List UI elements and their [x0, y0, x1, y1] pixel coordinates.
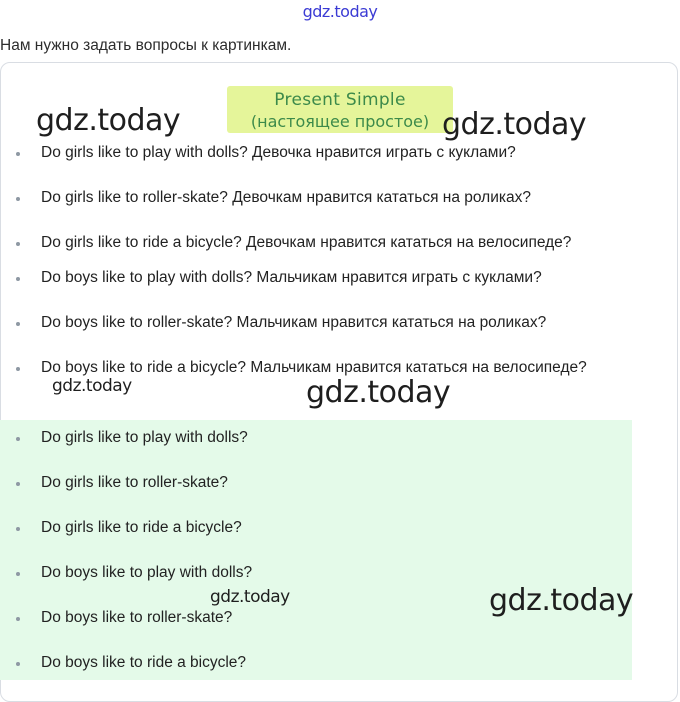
bullet-icon: [16, 277, 20, 281]
bullet-icon: [16, 367, 20, 371]
bullet-icon: [16, 152, 20, 156]
bullet-icon: [16, 437, 20, 441]
tense-subtitle: (настоящее простое): [250, 112, 430, 131]
watermark-6: gdz.today: [489, 583, 634, 618]
watermark-4: gdz.today: [306, 375, 451, 410]
answer-question-text: Do boys like to ride a bicycle?: [41, 654, 247, 671]
tense-tag: [227, 86, 453, 133]
question-text: Do girls like to play with dolls? Девочка нравится играть с куклами?: [41, 144, 516, 161]
answer-question-text: Do girls like to ride a bicycle?: [41, 519, 242, 536]
tense-title: Present Simple: [274, 90, 406, 110]
answer-question-text: Do boys like to roller-skate?: [41, 609, 233, 626]
watermark-5: gdz.today: [210, 587, 290, 607]
question-text: Do boys like to ride a bicycle? Мальчикам нравится кататься на велосипеде?: [41, 359, 587, 376]
bullet-icon: [16, 482, 20, 486]
watermark-1: gdz.today: [36, 103, 181, 138]
watermark-2: gdz.today: [442, 107, 587, 142]
bullet-icon: [16, 572, 20, 576]
answer-question-text: Do girls like to roller-skate?: [41, 474, 228, 491]
answer-question-text: Do girls like to play with dolls?: [41, 429, 248, 446]
instruction-text: Нам нужно задать вопросы к картинкам.: [0, 37, 292, 54]
answers-highlight: [0, 420, 632, 680]
watermark-top: gdz.today: [302, 2, 378, 21]
bullet-icon: [16, 527, 20, 531]
bullet-icon: [16, 242, 20, 246]
question-text: Do boys like to play with dolls? Мальчикам нравится играть с куклами?: [41, 269, 542, 286]
bullet-icon: [16, 322, 20, 326]
question-text: Do girls like to ride a bicycle? Девочкам нравится кататься на велосипеде?: [41, 234, 572, 251]
watermark-3: gdz.today: [52, 376, 132, 396]
bullet-icon: [16, 662, 20, 666]
bullet-icon: [16, 617, 20, 621]
question-text: Do boys like to roller-skate? Мальчикам нравится кататься на роликах?: [41, 314, 547, 331]
answer-question-text: Do boys like to play with dolls?: [41, 564, 253, 581]
question-text: Do girls like to roller-skate? Девочкам нравится кататься на роликах?: [41, 189, 531, 206]
bullet-icon: [16, 197, 20, 201]
